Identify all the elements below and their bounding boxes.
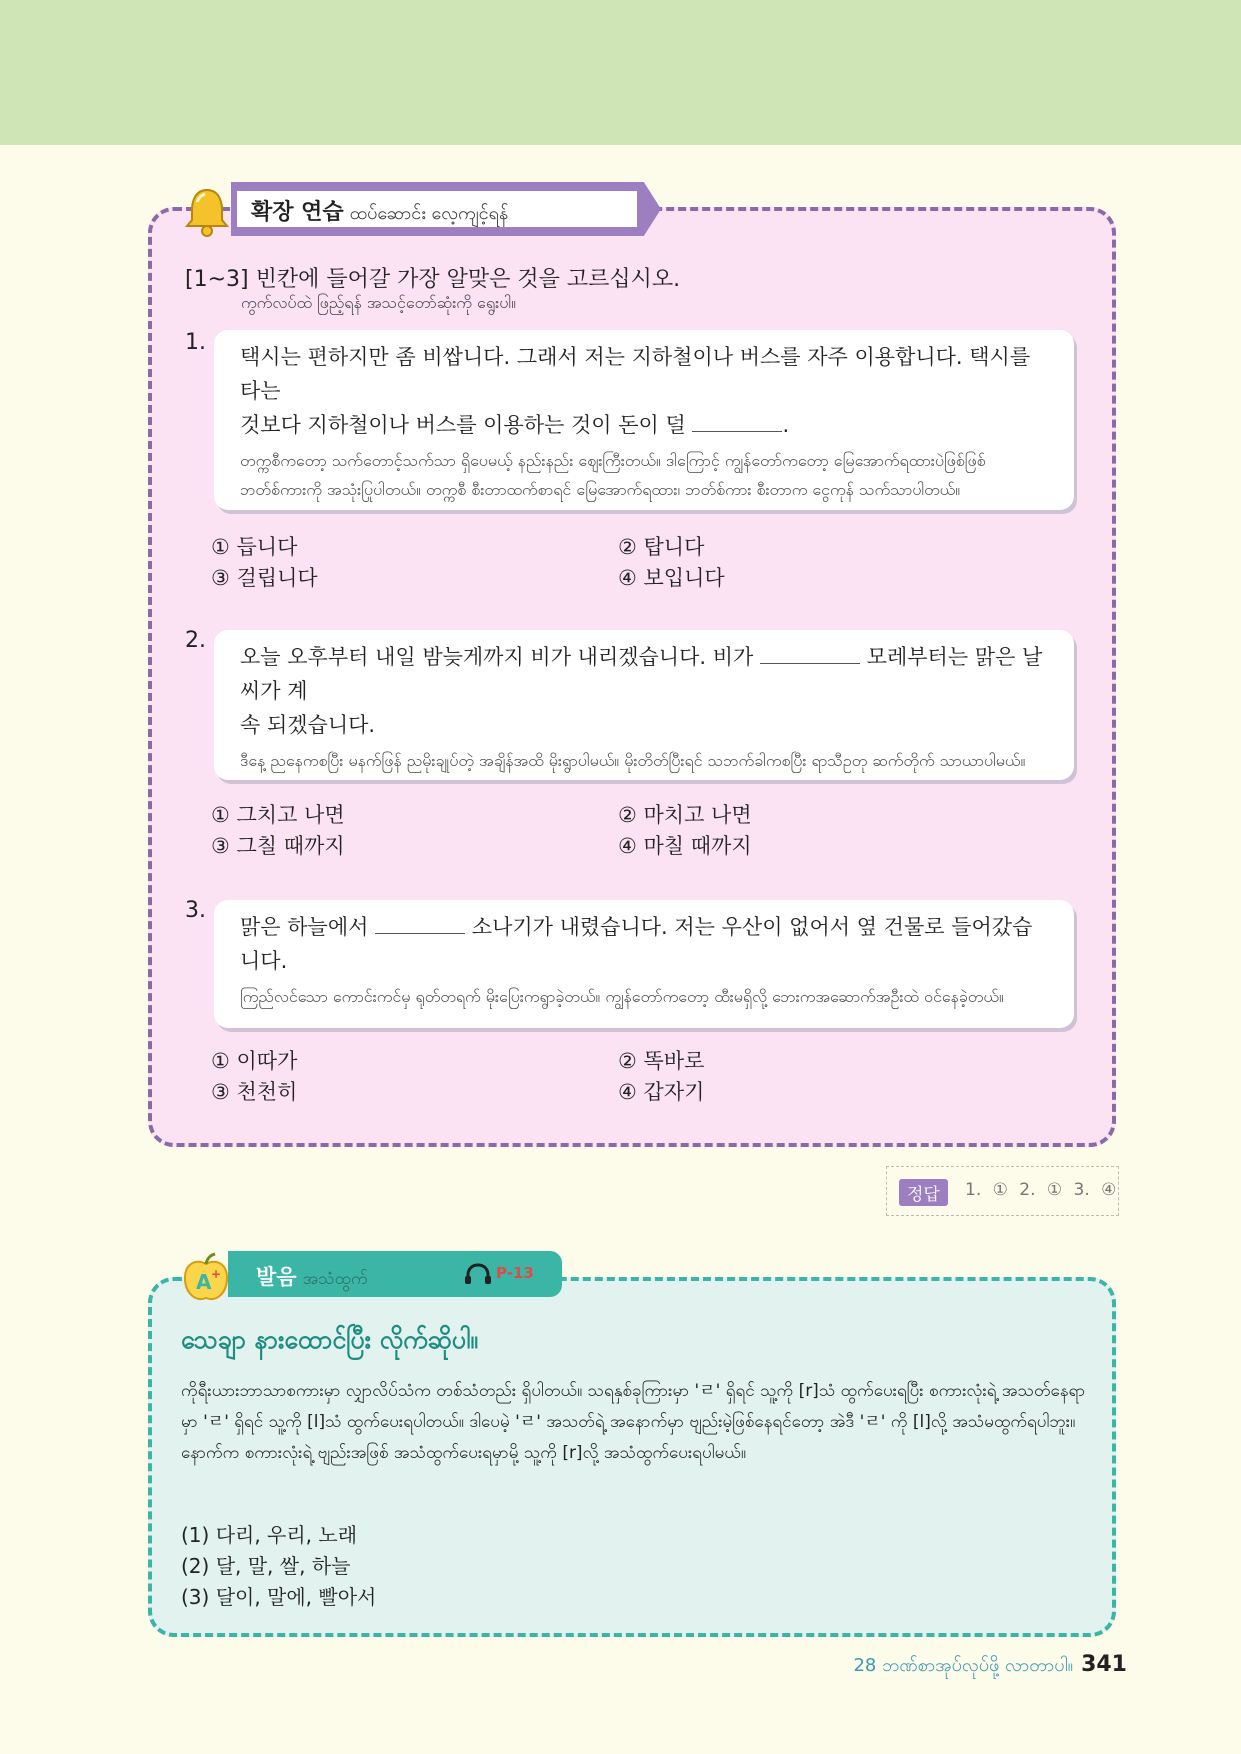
option-2[interactable]: ② 똑바로 xyxy=(618,1049,705,1073)
instruction-translation: ကွက်လပ်ထဲ ဖြည့်ရန် အသင့်တော်ဆုံးကို ရွေးပါ။ xyxy=(241,293,516,312)
instruction: [1~3] 빈칸에 들어갈 가장 알맞은 것을 고르십시오. xyxy=(185,267,681,292)
option-1[interactable]: ① 그치고 나면 xyxy=(211,803,345,827)
question-text: 오늘 오후부터 내일 밤늦게까지 비가 내리겠습니다. 비가 모레부터는 맑은 날씨가 계 속 되겠습니다. xyxy=(240,645,1043,737)
pronunciation-title: 발음 xyxy=(256,1265,297,1289)
svg-text:A: A xyxy=(196,1270,212,1294)
apple-a-plus-icon xyxy=(181,1252,231,1304)
option-4[interactable]: ④ 보입니다 xyxy=(618,566,725,590)
question-number: 2. xyxy=(185,628,206,653)
option-3[interactable]: ③ 걸립니다 xyxy=(211,566,318,590)
option-2[interactable]: ② 탑니다 xyxy=(618,535,705,559)
pronunciation-example-3: (3) 달이, 말에, 빨아서 xyxy=(181,1585,377,1609)
practice-title-my: ထပ်ဆောင်း လေ့ကျင့်ရန် xyxy=(349,203,509,224)
pronunciation-example-2: (2) 달, 말, 쌀, 하늘 xyxy=(181,1554,351,1578)
page-number: 341 xyxy=(1081,1652,1127,1677)
question-translation: ဒီနေ့ ညနေကစပြီး မနက်ဖြန် ညမိုးချုပ်တဲ့ အချိန်အထိ မိုးရွာပါမယ်။ မိုးတိတ်ပြီးရင် သဘက်ခါကစပြီး ရာသီဥတု ဆက်တိုက် သာယာပါမယ်။ xyxy=(240,751,1026,770)
pronunciation-subtitle: အသံထွက် xyxy=(302,1269,368,1289)
top-color-band xyxy=(0,0,1241,145)
pronunciation-heading: သေချာ နားထောင်ပြီး လိုက်ဆိုပါ။ xyxy=(181,1325,478,1354)
question-text: 택시는 편하지만 좀 비쌉니다. 그래서 저는 지하철이나 버스를 자주 이용합니다. 택시를 타는 것보다 지하철이나 버스를 이용하는 것이 돈이 덜 . xyxy=(240,345,1031,437)
answer-blank xyxy=(375,917,465,934)
question-translation: ကြည်လင်သော ကောင်းကင်မှ ရုတ်တရက် မိုးပြေးကရွာခဲ့တယ်။ ကျွန်တော်ကတော့ ထီးမရှိလို့ ဘေးကအဆောက်အဦးထဲ ဝင်နေခဲ့တယ်။ xyxy=(240,987,1004,1006)
option-1[interactable]: ① 듭니다 xyxy=(211,535,298,559)
chapter-title: 28 ဘဏ်စာအုပ်လုပ်ဖို့ လာတာပါ။ xyxy=(853,1655,1074,1676)
question-number: 1. xyxy=(185,330,206,355)
pronunciation-tab xyxy=(228,1251,562,1297)
option-3[interactable]: ③ 천천히 xyxy=(211,1080,298,1104)
question-text: 맑은 하늘에서 소나기가 내렸습니다. 저는 우산이 없어서 옆 건물로 들어갔습니다. xyxy=(240,915,1033,973)
option-3[interactable]: ③ 그칠 때까지 xyxy=(211,834,345,858)
practice-title-ribbon xyxy=(231,182,661,236)
pronunciation-example-1: (1) 다리, 우리, 노래 xyxy=(181,1523,358,1547)
answer-key-box xyxy=(886,1166,1119,1216)
practice-title-ko: 확장 연습 xyxy=(251,200,344,225)
option-1[interactable]: ① 이따가 xyxy=(211,1049,298,1073)
question-number: 3. xyxy=(185,898,206,923)
question-card-3 xyxy=(214,900,1074,1028)
answer-label: 정답 xyxy=(899,1179,948,1206)
option-4[interactable]: ④ 마칠 때까지 xyxy=(618,834,752,858)
headphones-icon[interactable] xyxy=(464,1263,492,1285)
audio-page-ref: P-13 xyxy=(496,1264,534,1282)
pronunciation-explanation: ကိုရီးယားဘာသာစကားမှာ လျှာလိပ်သံက တစ်သံတည်း ရှိပါတယ်။ သရနှစ်ခုကြားမှာ 'ㄹ' ရှိရင် သူ့ကို [r]သံ ထွက်ပေးရပြီး စကားလုံးရဲ့ အသတ်နေရာမှာ 'ㄹ' ရှိရင် သူ့ကို [l]သံ ထွက်ပေးရပါတယ်။ ဒါပေမဲ့ 'ㄹ' အသတ်ရဲ့ အနောက်မှာ ဗျည်းမဲ့ဖြစ်နေရင်တော့ အဲဒီ 'ㄹ' ကို [l]လို့ အသံမထွက်ရပါဘူး။ နောက်က စကားလုံးရဲ့ ဗျည်းအဖြစ် အသံထွက်ပေးရမှာမို့ သူ့ကို [r]လို့ အသံထွက်ပေးရပါမယ်။ xyxy=(181,1381,1086,1463)
bell-icon xyxy=(183,186,231,238)
svg-text:+: + xyxy=(211,1267,222,1281)
answer-blank xyxy=(760,647,860,664)
page-footer xyxy=(853,1652,1127,1680)
question-card-1 xyxy=(214,330,1074,510)
answer-text: 1. ① 2. ① 3. ④ xyxy=(965,1180,1117,1200)
question-card-2 xyxy=(214,630,1074,780)
option-4[interactable]: ④ 갑자기 xyxy=(618,1080,705,1104)
answer-blank xyxy=(692,415,782,432)
option-2[interactable]: ② 마치고 나면 xyxy=(618,803,752,827)
question-translation: တက္ကစီကတော့ သက်တောင့်သက်သာ ရှိပေမယ့် နည်းနည်း ဈေးကြီးတယ်။ ဒါကြောင့် ကျွန်တော်ကတော့ မြေအောက်ရထားပဲဖြစ်ဖြစ် ဘတ်စ်ကားကို အသုံးပြုပါတယ်။ တက္ကစီ စီးတာထက်စာရင် မြေအောက်ရထား၊ ဘတ်စ်ကား စီးတာက ငွေကုန် သက်သာပါတယ်။ xyxy=(240,451,986,499)
practice-title xyxy=(251,195,508,228)
